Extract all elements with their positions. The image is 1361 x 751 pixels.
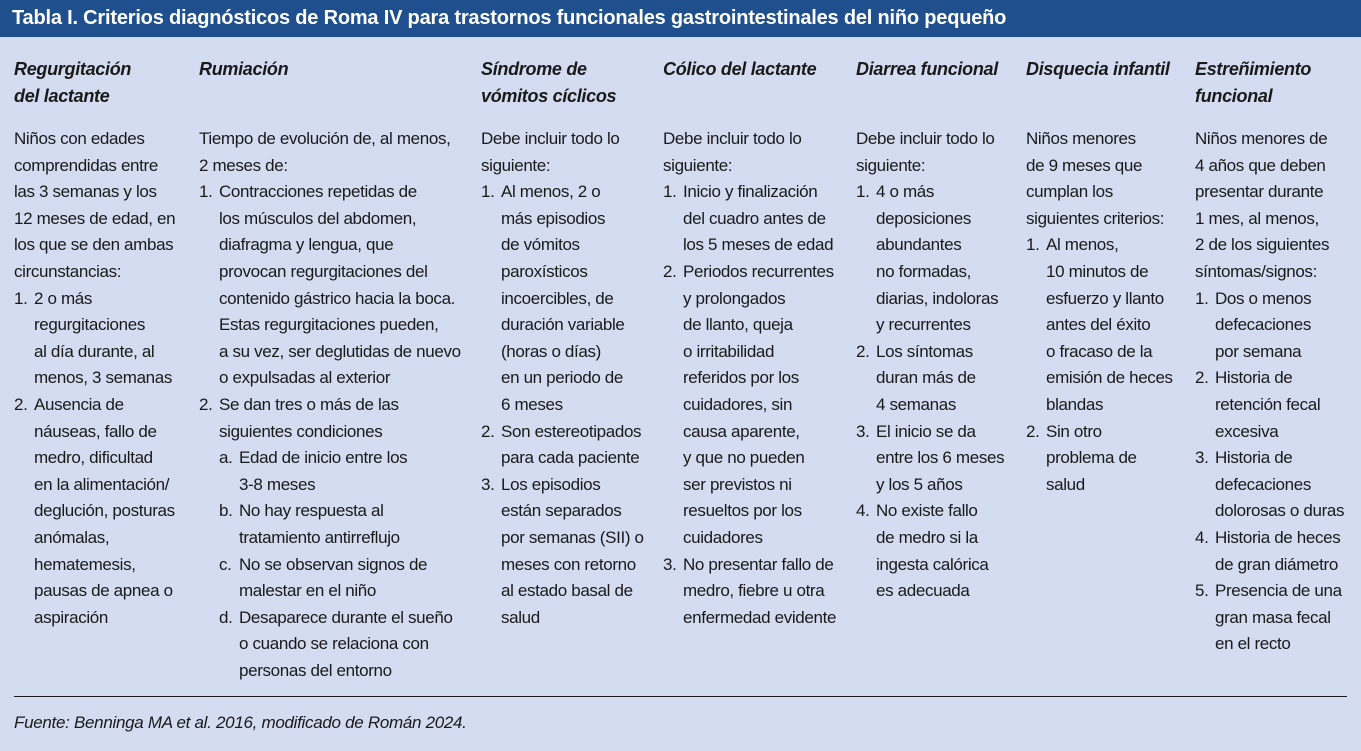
text-line: las 3 semanas y los [14,182,157,202]
text-line: del cuadro antes de [683,208,826,228]
text-line: Desaparece durante el sueño [239,607,453,627]
item-number: 4. [1195,527,1209,547]
text-line: 3-8 meses [239,474,316,494]
text-line: contenido gástrico hacia la boca. [219,288,456,308]
text-line: 12 meses de edad, en [14,208,176,228]
text-line: y prolongados [683,288,786,308]
list-item [1195,445,1361,525]
text-line: Síndrome de [481,59,587,79]
column-body [1026,126,1192,498]
text-line: más episodios [501,208,606,228]
text-line: resueltos por los [683,501,802,521]
column-body [856,126,1022,605]
text-line: de gran diámetro [1215,554,1338,574]
item-number: 5. [1195,581,1209,601]
sub-item-letter: c. [219,554,232,574]
item-number: 2. [14,394,28,414]
text-line: funcional [1195,86,1273,106]
item-number: 2. [663,261,677,281]
text-line: Tiempo de evolución de, al menos, [199,129,451,148]
text-line: y que no pueden [683,448,805,468]
list-item [856,179,1022,339]
text-line: siguiente: [481,155,551,175]
list-item [1195,525,1361,578]
text-line: entre los 6 meses [876,448,1005,468]
text-line: 1 mes, al menos, [1195,208,1319,228]
text-line: Rumiación [199,59,289,79]
text-line: Niños con edades [14,129,145,148]
column-intro [14,126,194,286]
list-item [856,339,1022,419]
table-title: Tabla I. Criterios diagnósticos de Roma IV para trastornos funcionales gastrointestinales del niño pequeño [0,0,1361,37]
text-line: 6 meses [501,394,563,414]
text-line: o irritabilidad [683,341,775,361]
text-line: siguientes criterios: [1026,208,1165,228]
item-number: 2. [199,394,213,414]
text-line: y los 5 años [876,474,963,494]
text-line: Historia de heces [1215,527,1341,547]
text-line: en el recto [1215,634,1291,654]
text-line: siguientes condiciones [219,421,383,441]
sub-list-item [219,552,477,605]
text-line: paroxísticos [501,261,588,281]
text-line: No existe fallo [876,501,978,521]
item-number: 3. [1195,448,1209,468]
text-line: causa aparente, [683,421,800,441]
column-intro [199,126,477,179]
text-line: a su vez, ser deglutidas de nuevo [219,341,461,361]
text-line: por semana [1215,341,1302,361]
text-line: enfermedad evidente [683,607,837,627]
text-line: Disquecia infantil [1026,59,1170,79]
column-intro [663,126,853,179]
text-line: No hay respuesta al [239,501,384,521]
sub-list-item [219,445,477,498]
list-item [1026,419,1192,499]
item-number: 1. [856,182,870,202]
text-line: 2 de los siguientes [1195,235,1330,255]
list-item [199,392,477,685]
column-header [199,56,477,112]
text-line: Regurgitación [14,59,132,79]
text-line: regurgitaciones [34,315,145,335]
text-line: es adecuada [876,581,970,601]
text-line: al estado basal de [501,581,633,601]
item-number: 3. [856,421,870,441]
source-note: Fuente: Benninga MA et al. 2016, modificado de Román 2024. [14,713,467,732]
list-item [856,419,1022,499]
text-line: Estreñimiento [1195,59,1312,79]
sub-item-letter: b. [219,501,233,521]
list-item [856,498,1022,604]
text-line: No se observan signos de [239,554,428,574]
item-number: 1. [481,182,495,202]
footer-divider [14,696,1347,697]
text-line: siguiente: [856,155,926,175]
text-line: duración variable [501,315,625,335]
text-line: duran más de [876,368,976,388]
list-item [663,179,853,259]
text-line: referidos por los [683,368,799,388]
text-line: abundantes [876,235,962,255]
text-line: Los síntomas [876,341,973,361]
text-line: Diarrea funcional [856,59,998,79]
list-item [14,286,194,392]
text-line: diafragma y lengua, que [219,235,394,255]
criteria-list [14,286,194,632]
text-line: o fracaso de la [1046,341,1153,361]
text-line: 2 meses de: [199,155,288,175]
column-body [1195,126,1361,658]
text-line: tratamiento antirreflujo [239,527,400,547]
text-line: blandas [1046,394,1104,414]
text-line: no formadas, [876,261,972,281]
text-line: malestar en el niño [239,581,376,601]
list-item [481,419,659,472]
item-number: 1. [1026,235,1040,255]
item-number: 2. [481,421,495,441]
text-line: Historia de [1215,448,1293,468]
text-line: 4 semanas [876,394,957,414]
item-number: 1. [663,182,677,202]
text-line: Sin otro [1046,421,1102,441]
text-line: en un periodo de [501,368,624,388]
text-line: aspiración [34,607,108,627]
criteria-column [663,56,853,631]
text-line: Debe incluir todo lo [663,129,802,148]
column-header [663,56,853,112]
text-line: presentar durante [1195,182,1324,202]
text-line: Los episodios [501,474,601,494]
text-line: emisión de heces [1046,368,1173,388]
text-line: meses con retorno [501,554,636,574]
criteria-column [1195,56,1361,658]
text-line: Debe incluir todo lo [856,129,995,148]
text-line: salud [1046,474,1085,494]
text-line: incoercibles, de [501,288,614,308]
sub-item-letter: a. [219,448,233,468]
column-header [1195,56,1361,112]
text-line: y recurrentes [876,315,971,335]
sub-list-item [219,498,477,551]
list-item [663,552,853,632]
text-line: cuidadores [683,527,763,547]
criteria-column [199,56,477,684]
text-line: por semanas (SII) o [501,527,644,547]
text-line: de medro si la [876,527,978,547]
text-line: Debe incluir todo lo [481,129,620,148]
column-header [856,56,1022,112]
text-line: defecaciones [1215,315,1311,335]
text-line: retención fecal [1215,394,1321,414]
column-body [199,126,477,684]
text-line: del lactante [14,86,110,106]
text-line: Niños menores [1026,129,1136,148]
sub-list [219,445,477,684]
criteria-column [1026,56,1192,498]
list-item [663,259,853,552]
text-line: están separados [501,501,622,521]
text-line: de 9 meses que [1026,155,1143,175]
text-line: de vómitos [501,235,580,255]
text-line: de llanto, queja [683,315,793,335]
text-line: Son estereotipados [501,421,642,441]
text-line: vómitos cíclicos [481,86,617,106]
item-number: 1. [1195,288,1209,308]
criteria-list [856,179,1022,605]
column-intro [1026,126,1192,232]
text-line: los 5 meses de edad [683,235,834,255]
text-line: Ausencia de [34,394,124,414]
text-line: Al menos, [1046,235,1119,255]
text-line: El inicio se da [876,421,976,441]
column-intro [856,126,1022,179]
text-line: hematemesis, [34,554,136,574]
criteria-list [1195,286,1361,658]
text-line: Presencia de una [1215,581,1342,601]
text-line: o cuando se relaciona con [239,634,429,654]
text-line: provocan regurgitaciones del [219,261,428,281]
text-line: Dos o menos [1215,288,1312,308]
sub-list-item [219,605,477,685]
text-line: Cólico del lactante [663,59,817,79]
column-header [14,56,194,112]
text-line: pausas de apnea o [34,581,173,601]
text-line: comprendidas entre [14,155,158,175]
text-line: esfuerzo y llanto [1046,288,1164,308]
text-line: cumplan los [1026,182,1113,202]
column-body [481,126,659,631]
text-line: 4 años que deben [1195,155,1326,175]
list-item [1195,365,1361,445]
text-line: 10 minutos de [1046,261,1149,281]
column-body [14,126,194,631]
text-line: deglución, posturas [34,501,175,521]
column-header [1026,56,1192,112]
text-line: Periodos recurrentes [683,261,834,281]
text-line: Edad de inicio entre los [239,448,408,468]
text-line: deposiciones [876,208,972,228]
text-line: para cada paciente [501,448,640,468]
text-line: Historia de [1215,368,1293,388]
text-line: los músculos del abdomen, [219,208,417,228]
text-line: medro, dificultad [34,448,153,468]
item-number: 4. [856,501,870,521]
text-line: Contracciones repetidas de [219,182,417,202]
text-line: Niños menores de [1195,129,1328,148]
text-line: al día durante, al [34,341,155,361]
text-line: circunstancias: [14,261,122,281]
item-number: 1. [14,288,28,308]
item-number: 3. [481,474,495,494]
item-number: 2. [1195,368,1209,388]
list-item [14,392,194,631]
text-line: ser previstos ni [683,474,792,494]
item-number: 3. [663,554,677,574]
list-item [199,179,477,392]
criteria-column [856,56,1022,605]
list-item [481,472,659,632]
text-line: gran masa fecal [1215,607,1331,627]
text-line: 2 o más [34,288,93,308]
item-number: 2. [1026,421,1040,441]
text-line: Inicio y finalización [683,182,818,202]
criteria-column [481,56,659,631]
text-line: excesiva [1215,421,1279,441]
text-line: 4 o más [876,182,935,202]
text-line: los que se den ambas [14,235,174,255]
text-line: Se dan tres o más de las [219,394,399,414]
column-body [663,126,853,631]
item-number: 2. [856,341,870,361]
list-item [1195,578,1361,658]
text-line: menos, 3 semanas [34,368,173,388]
text-line: diarias, indoloras [876,288,999,308]
criteria-list [481,179,659,631]
text-line: cuidadores, sin [683,394,793,414]
text-line: síntomas/signos: [1195,261,1317,281]
criteria-list [199,179,477,684]
text-line: (horas o días) [501,341,601,361]
criteria-list [1026,232,1192,498]
list-item [481,179,659,418]
list-item [1195,286,1361,366]
text-line: siguiente: [663,155,733,175]
criteria-column [14,56,194,631]
item-number: 1. [199,182,213,202]
criteria-list [663,179,853,631]
column-intro [481,126,659,179]
text-line: en la alimentación/ [34,474,170,494]
text-line: antes del éxito [1046,315,1151,335]
text-line: No presentar fallo de [683,554,834,574]
text-line: anómalas, [34,527,110,547]
text-line: personas del entorno [239,660,392,680]
column-header [481,56,659,112]
list-item [1026,232,1192,418]
text-line: medro, fiebre u otra [683,581,825,601]
criteria-columns [0,56,1361,696]
text-line: náuseas, fallo de [34,421,157,441]
sub-item-letter: d. [219,607,233,627]
text-line: o expulsadas al exterior [219,368,391,388]
text-line: Al menos, 2 o [501,182,601,202]
text-line: defecaciones [1215,474,1311,494]
text-line: dolorosas o duras [1215,501,1345,521]
text-line: salud [501,607,540,627]
text-line: problema de [1046,448,1137,468]
text-line: ingesta calórica [876,554,989,574]
text-line: Estas regurgitaciones pueden, [219,315,439,335]
column-intro [1195,126,1361,286]
